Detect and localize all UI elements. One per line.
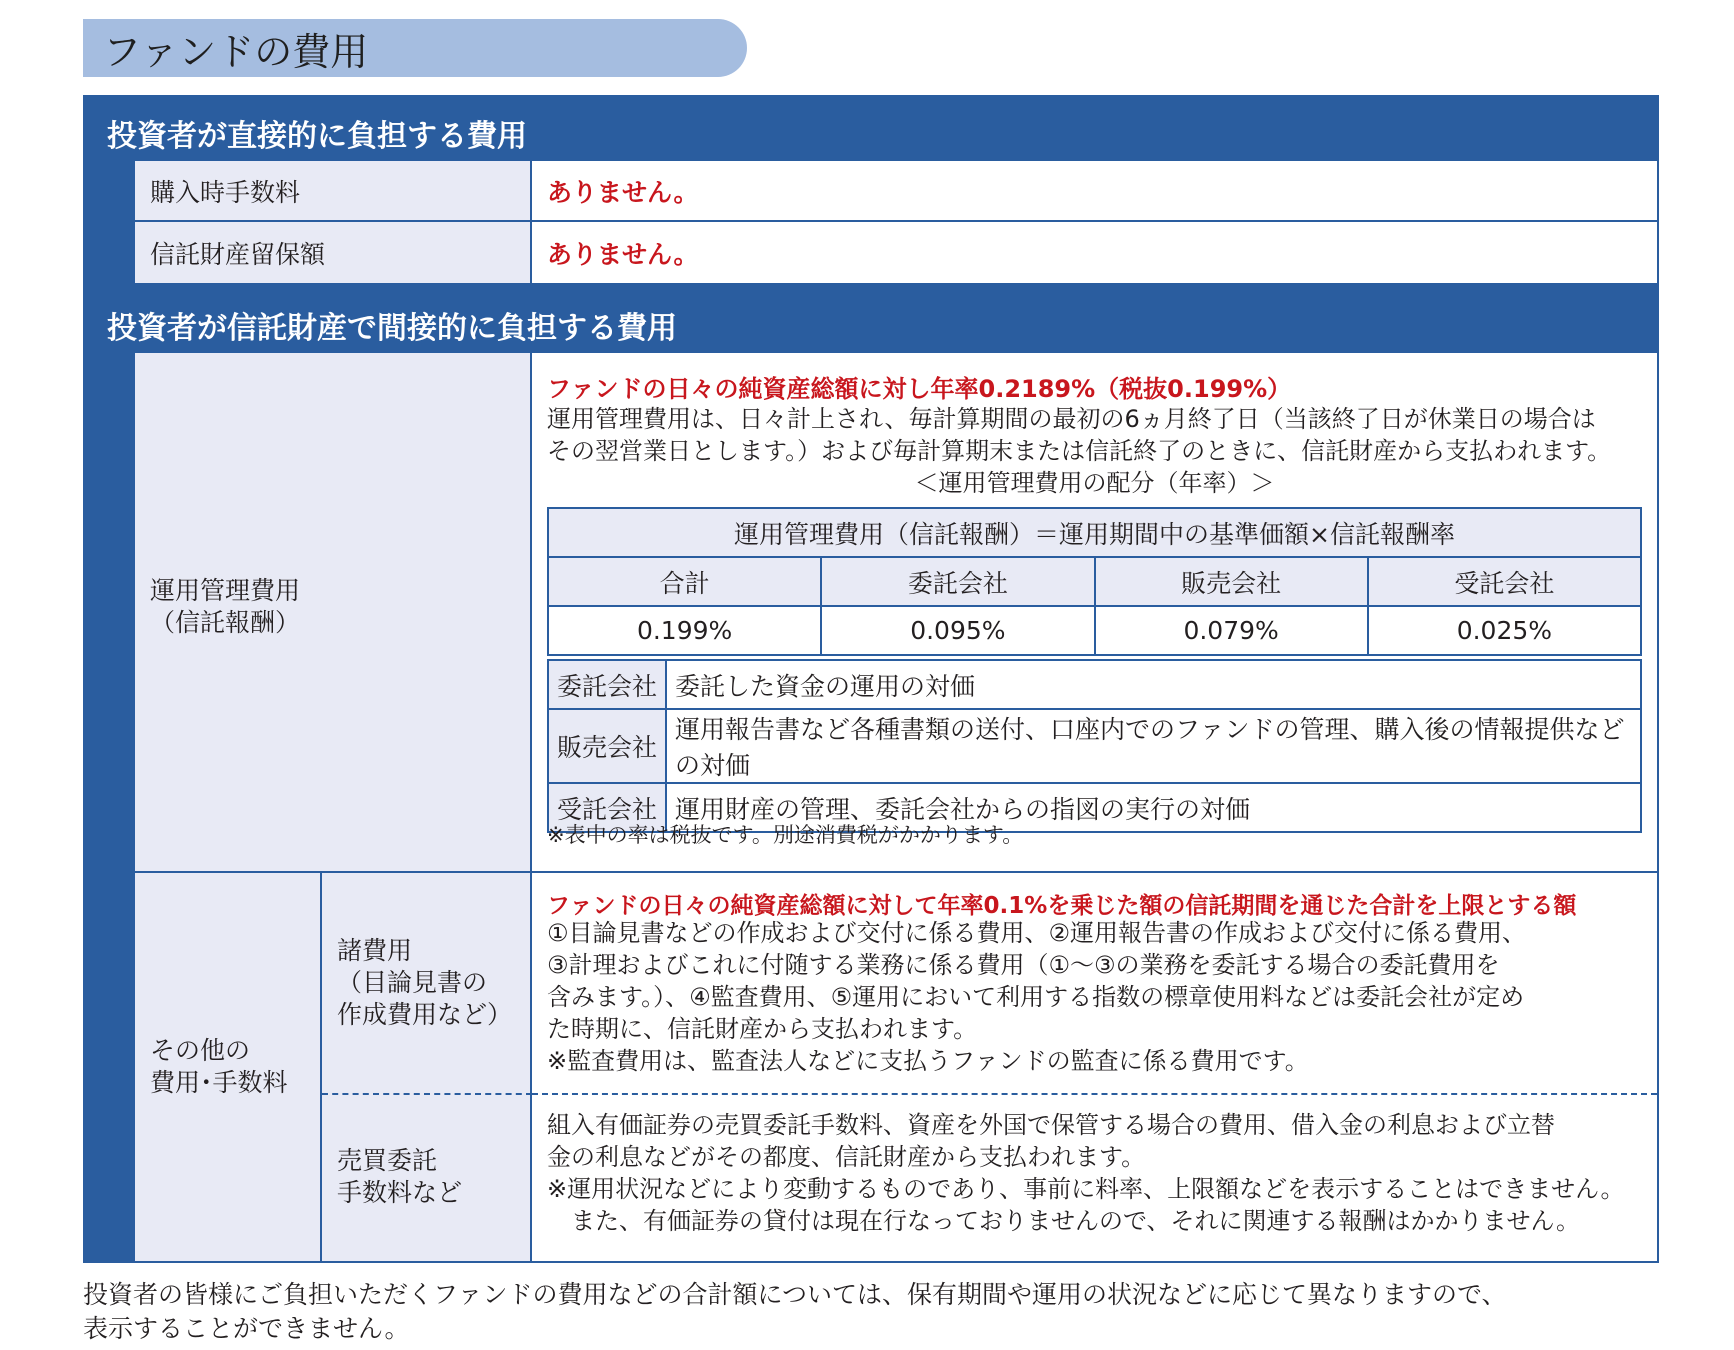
other-fees-label-line1: その他の	[150, 1036, 251, 1065]
trade-fees-label-line2: 手数料など	[337, 1178, 463, 1207]
role-label: 販売会社	[548, 709, 666, 783]
allocation-table	[547, 507, 1642, 656]
misc-fees-headline: ファンドの日々の純資産総額に対して年率0.1%を乗じた額の信託期間を通じた合計を上限とする額	[547, 893, 1577, 919]
role-text: 運用報告書など各種書類の送付、口座内でのファンドの管理、購入後の情報提供などの対価	[666, 709, 1641, 783]
header-trustee: 受託会社	[1368, 557, 1641, 606]
total-cost-note-line2: 表示することができません。	[83, 1314, 410, 1343]
direct-costs-block	[135, 161, 1657, 283]
rate-total: 0.199%	[548, 606, 821, 655]
misc-fees-label-line2: （目論見書の	[337, 968, 488, 997]
trade-fees-line1: 組入有価証券の売買委託手数料、資産を外国で保管する場合の費用、借入金の利息および立替	[547, 1111, 1555, 1139]
header-distributor: 販売会社	[1095, 557, 1368, 606]
direct-costs-heading: 投資者が直接的に負担する費用	[107, 119, 527, 154]
rate-management-company: 0.095%	[821, 606, 1094, 655]
indirect-costs-heading: 投資者が信託財産で間接的に負担する費用	[107, 311, 677, 346]
management-fee-headline: ファンドの日々の純資産総額に対し年率0.2189%（税抜0.199%）	[547, 375, 1292, 403]
trade-fees-content	[532, 1095, 1657, 1261]
misc-fees-line5: ※監査費用は、監査法人などに支払うファンドの監査に係る費用です。	[547, 1047, 1309, 1075]
misc-fees-line1: ①目論見書などの作成および交付に係る費用、②運用報告書の作成および交付に係る費用、	[547, 919, 1527, 947]
role-label: 受託会社	[548, 783, 666, 832]
allocation-table-caption: ＜運用管理費用の配分（年率）＞	[914, 469, 1275, 497]
misc-fees-label	[322, 873, 532, 1095]
rate-trustee: 0.025%	[1368, 606, 1641, 655]
role-text: 運用財産の管理、委託会社からの指図の実行の対価	[666, 783, 1641, 832]
trade-fees-line4: また、有価証券の貸付は現在行なっておりませんので、それに関連する報酬はかかりません。	[547, 1207, 1580, 1235]
management-fee-label	[135, 353, 532, 873]
misc-fees-description	[547, 917, 1526, 1077]
misc-fees-line3: 含みます。）、④監査費用、⑤運用において利用する指数の標章使用料などは委託会社が定め	[547, 983, 1525, 1011]
role-row	[548, 660, 1641, 709]
indirect-costs-block	[135, 353, 1657, 1261]
total-cost-note	[83, 1278, 1663, 1346]
misc-fees-content	[532, 873, 1657, 1095]
trade-fees-line2: 金の利息などがその都度、信託財産から支払われます。	[547, 1143, 1146, 1171]
misc-fees-line2: ③計理およびこれに付随する業務に係る費用（①～③の業務を委託する場合の委託費用を	[547, 951, 1500, 979]
allocation-formula: 運用管理費用（信託報酬）＝運用期間中の基準価額×信託報酬率	[548, 508, 1641, 557]
retention-fee-row	[135, 222, 1657, 283]
header-total: 合計	[548, 557, 821, 606]
trade-fees-label	[322, 1095, 532, 1261]
trade-fees-line3: ※運用状況などにより変動するものであり、事前に料率、上限額などを表示することはできません。	[547, 1175, 1625, 1203]
management-fee-label-line2: （信託報酬）	[150, 608, 301, 637]
purchase-fee-value: ありません。	[547, 177, 699, 207]
trade-fees-description	[547, 1109, 1625, 1237]
trade-fees-label-line1: 売買委託	[337, 1146, 438, 1175]
rate-distributor: 0.079%	[1095, 606, 1368, 655]
total-cost-note-line1: 投資者の皆様にご負担いただくファンドの費用などの合計額については、保有期間や運用の状況などに応じて異なりますので、	[83, 1280, 1507, 1309]
purchase-fee-row	[135, 161, 1657, 222]
tax-note: ※表中の率は税抜です。別途消費税がかかります。	[547, 823, 1024, 847]
retention-fee-label: 信託財産留保額	[135, 222, 532, 283]
section-title: ファンドの費用	[83, 19, 747, 77]
purchase-fee-label: 購入時手数料	[135, 161, 532, 220]
management-fee-desc-line2: その翌営業日とします。）および毎計算期末または信託終了のときに、信託財産から支払われます。	[547, 437, 1612, 465]
retention-fee-value: ありません。	[547, 239, 699, 269]
role-text: 委託した資金の運用の対価	[666, 660, 1641, 709]
management-fee-content	[532, 353, 1657, 873]
role-label: 委託会社	[548, 660, 666, 709]
misc-fees-label-line1: 諸費用	[337, 936, 413, 965]
misc-fees-line4: た時期に、信託財産から支払われます。	[547, 1015, 978, 1043]
role-table	[547, 659, 1642, 833]
role-row	[548, 709, 1641, 783]
management-fee-label-line1: 運用管理費用	[150, 576, 301, 605]
other-fees-label	[135, 873, 322, 1261]
management-fee-desc-line1: 運用管理費用は、日々計上され、毎計算期間の最初の6ヵ月終了日（当該終了日が休業日の場合は	[547, 405, 1596, 433]
misc-fees-label-line3: 作成費用など）	[337, 1000, 513, 1029]
header-management-company: 委託会社	[821, 557, 1094, 606]
other-fees-label-line2: 費用･手数料	[150, 1068, 288, 1097]
fee-table-frame	[83, 95, 1659, 1263]
management-fee-description	[547, 403, 1611, 467]
